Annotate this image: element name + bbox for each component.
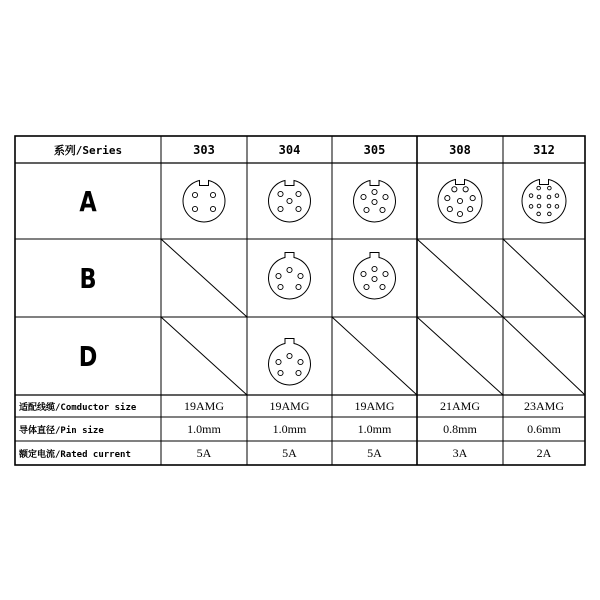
pin-hole	[537, 204, 541, 208]
spec-value: 1.0mm	[187, 421, 221, 436]
pin-hole	[361, 271, 366, 276]
series-header: 系列/Series	[53, 143, 123, 157]
pin-hole	[287, 353, 292, 358]
pin-hole	[548, 212, 552, 216]
connector-face-icon	[269, 180, 311, 222]
connector-face-icon	[269, 252, 311, 299]
spec-label-rated-current: 额定电流/Rated current	[19, 449, 131, 460]
spec-label-pin-size: 导体直径/Pin size	[19, 425, 104, 436]
pin-hole	[372, 189, 377, 194]
pin-hole	[296, 206, 301, 211]
pin-hole	[192, 206, 197, 211]
spec-value: 1.0mm	[272, 421, 307, 436]
spec-value: 2A	[536, 445, 552, 460]
pin-hole	[547, 204, 551, 208]
pin-hole	[372, 276, 377, 281]
spec-label-conductor-size: 适配线缆/Comductor size	[19, 402, 137, 413]
spec-value: 23AMG	[523, 398, 564, 413]
pin-hole	[457, 198, 462, 203]
connector-face-icon	[183, 180, 225, 222]
diagonal-slash-icon	[161, 317, 247, 395]
pin-hole	[287, 198, 292, 203]
spec-value: 0.6mm	[527, 421, 561, 436]
connector-face-icon	[522, 179, 566, 223]
pin-hole	[457, 211, 462, 216]
spec-value: 5A	[282, 445, 297, 460]
pin-hole	[555, 194, 559, 198]
pin-hole	[296, 370, 301, 375]
pin-hole	[383, 271, 388, 276]
connector-face-icon	[353, 180, 395, 222]
pin-hole	[210, 206, 215, 211]
pin-hole	[468, 207, 473, 212]
pin-hole	[470, 196, 475, 201]
pin-hole	[276, 359, 281, 364]
pin-hole	[278, 206, 283, 211]
row-label-d: D	[78, 339, 98, 373]
pin-hole	[278, 370, 283, 375]
pin-hole	[364, 207, 369, 212]
pin-hole	[210, 192, 215, 197]
pin-hole	[296, 284, 301, 289]
pin-hole	[278, 284, 283, 289]
pin-hole	[298, 359, 303, 364]
pin-hole	[380, 284, 385, 289]
pin-hole	[361, 194, 366, 199]
pin-hole	[537, 195, 541, 199]
column-header-303: 303	[193, 142, 215, 157]
pin-hole	[447, 207, 452, 212]
spec-value: 0.8mm	[443, 421, 477, 436]
pin-hole	[380, 207, 385, 212]
diagonal-slash-icon	[417, 239, 503, 317]
pin-hole	[529, 194, 533, 198]
pin-hole	[445, 196, 450, 201]
pin-hole	[278, 191, 283, 196]
column-header-312: 312	[533, 142, 555, 157]
row-label-a: A	[79, 184, 97, 218]
pin-hole	[276, 273, 281, 278]
diagonal-slash-icon	[417, 317, 503, 395]
pin-hole	[192, 192, 197, 197]
pin-hole	[463, 187, 468, 192]
pin-hole	[529, 205, 533, 209]
connector-face-icon	[269, 338, 311, 385]
row-label-b: B	[79, 261, 97, 295]
pin-hole	[537, 212, 541, 216]
pin-hole	[372, 266, 377, 271]
spec-value: 19AMG	[269, 398, 310, 413]
column-header-305: 305	[363, 142, 386, 157]
pin-hole	[537, 186, 541, 190]
spec-value: 19AMG	[354, 398, 395, 413]
pin-hole	[287, 267, 292, 272]
spec-value: 21AMG	[439, 398, 480, 413]
pin-hole	[547, 195, 551, 199]
spec-value: 19AMG	[183, 398, 224, 413]
pin-hole	[296, 191, 301, 196]
column-header-304: 304	[278, 142, 301, 157]
connector-face-icon	[353, 252, 395, 299]
spec-value: 3A	[452, 445, 468, 460]
spec-value: 1.0mm	[357, 421, 392, 436]
pin-hole	[383, 194, 388, 199]
pin-hole	[452, 187, 457, 192]
pin-hole	[364, 284, 369, 289]
column-header-308: 308	[449, 142, 471, 157]
diagonal-slash-icon	[161, 239, 247, 317]
pin-hole	[298, 273, 303, 278]
spec-value: 5A	[196, 445, 212, 460]
spec-value: 5A	[367, 445, 382, 460]
pin-hole	[372, 199, 377, 204]
diagonal-slash-icon	[332, 317, 417, 395]
diagonal-slash-icon	[503, 317, 585, 395]
pin-hole	[555, 205, 559, 209]
diagonal-slash-icon	[503, 239, 585, 317]
pin-hole	[548, 186, 552, 190]
